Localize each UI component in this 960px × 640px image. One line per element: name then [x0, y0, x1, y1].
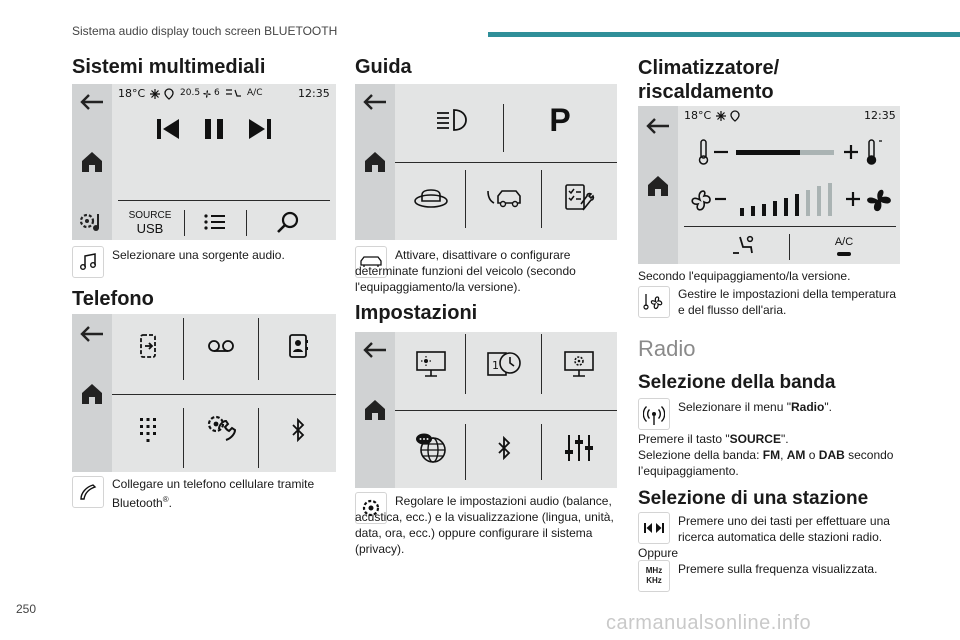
media-settings-icon[interactable]: [72, 208, 112, 234]
status-temp: 18°C: [118, 87, 146, 100]
divider: [395, 162, 617, 163]
status-fan-temp: 20.5: [180, 88, 201, 98]
source-button[interactable]: [118, 206, 182, 238]
fan-high-icon: [867, 190, 891, 211]
band-text: Selezione della banda:: [638, 448, 763, 462]
header-accent-bar: [488, 32, 960, 37]
screen-sidebar: [355, 332, 395, 488]
seek-icon: [638, 512, 670, 544]
band-comma: ,: [780, 448, 787, 462]
thermometer-low-icon: [700, 140, 708, 164]
divider: [246, 210, 247, 236]
press-end: ".: [780, 432, 789, 446]
band-am: AM: [786, 448, 806, 462]
display-settings-icon[interactable]: [543, 338, 615, 390]
band-menu-note: [678, 399, 904, 415]
divider: [465, 170, 466, 228]
fan-low-icon: [692, 191, 710, 210]
divider: [465, 424, 466, 480]
header-title: Sistema audio display touch screen BLUETOOTH: [72, 24, 338, 38]
band-end: secondo l’equipaggiamento.: [638, 448, 894, 478]
seat-airflow-icon: [730, 235, 756, 257]
parking-button[interactable]: [505, 92, 615, 148]
svg-text:1: 1: [492, 359, 499, 372]
mhz-label: MHz: [645, 566, 663, 575]
phone-screen: [72, 314, 336, 472]
driving-screen: [355, 84, 617, 240]
equalizer-icon[interactable]: [543, 420, 615, 476]
seat-airflow-button[interactable]: [698, 230, 788, 262]
back-arrow-icon[interactable]: [72, 324, 112, 344]
settings-note: Regolare le impostazioni audio (balance, acustica, ecc.) e la visualizzazione (lingua, unità, data, ora, ecc.) oppure configurare il sistema (privacy).: [355, 494, 614, 556]
radio-heading: Radio: [638, 336, 696, 361]
contacts-icon[interactable]: [259, 322, 336, 370]
seat-airflow-icon: [224, 88, 242, 100]
divider: [541, 424, 542, 480]
settings-heading: Impostazioni: [355, 302, 478, 324]
divider: [541, 334, 542, 394]
bluetooth-icon[interactable]: [467, 420, 541, 476]
car-side-icon[interactable]: [467, 172, 541, 224]
language-globe-icon[interactable]: [397, 420, 465, 476]
watermark: carmanualsonline.info: [606, 612, 812, 634]
band-menu-end: ".: [824, 400, 832, 414]
phone-note: [112, 476, 338, 511]
screen-sidebar: [355, 84, 395, 240]
list-icon[interactable]: [186, 206, 244, 238]
home-icon[interactable]: [72, 150, 112, 174]
divider: [684, 226, 896, 227]
station-oppure: Oppure: [638, 546, 679, 560]
call-log-icon[interactable]: [114, 322, 182, 370]
divider: [465, 334, 466, 394]
frequency-icon: [638, 560, 670, 592]
station-note-2: Premere sulla frequenza visualizzata.: [678, 562, 878, 576]
home-icon[interactable]: [638, 174, 678, 198]
display-brightness-icon[interactable]: [397, 338, 465, 390]
climate-version-note: Secondo l'equipaggiamento/la versione.: [638, 269, 851, 283]
car-top-icon[interactable]: [397, 172, 465, 224]
date-time-icon[interactable]: [467, 338, 541, 390]
status-ac: A/C: [247, 88, 263, 98]
ac-button[interactable]: [792, 230, 896, 262]
ac-indicator: [837, 252, 851, 256]
music-note-icon: [72, 246, 104, 278]
phone-note-end: .: [168, 496, 172, 510]
band-dab: DAB: [818, 448, 845, 462]
screen-sidebar: [638, 106, 678, 264]
climate-fan-icon: [638, 286, 670, 318]
home-icon[interactable]: [355, 150, 395, 174]
phone-settings-icon[interactable]: [184, 400, 258, 456]
source-label: SOURCE: [128, 210, 172, 221]
settings-screen: [355, 332, 617, 488]
press-text: Premere il tasto ": [638, 432, 730, 446]
home-icon[interactable]: [355, 398, 395, 422]
status-icons: [715, 110, 745, 122]
climate-screen: [638, 106, 900, 264]
parking-label: P: [549, 101, 571, 138]
fan-speed-control[interactable]: [688, 182, 898, 218]
status-time: 12:35: [864, 109, 896, 122]
screen-sidebar: [72, 314, 112, 472]
divider: [118, 200, 330, 201]
next-track-icon[interactable]: [242, 112, 278, 146]
status-time: 12:35: [298, 87, 330, 100]
home-icon[interactable]: [72, 382, 112, 406]
divider: [184, 210, 185, 236]
band-menu-text: Selezionare il menu ": [678, 400, 791, 414]
back-arrow-icon[interactable]: [355, 92, 395, 112]
khz-label: KHz: [646, 576, 662, 585]
climate-note: Gestire le impostazioni della temperatura e del flusso dell'aria.: [678, 287, 897, 317]
registered-mark: ®: [162, 495, 169, 504]
band-fm: FM: [762, 448, 781, 462]
voicemail-icon[interactable]: [184, 322, 258, 370]
divider: [789, 234, 790, 260]
ac-label: A/C: [834, 236, 854, 248]
band-press-note: [638, 431, 904, 479]
headlight-icon[interactable]: [401, 92, 501, 148]
multimedia-screen: [72, 84, 336, 240]
band-menu-bold: Radio: [791, 400, 825, 414]
radio-antenna-icon: [638, 398, 670, 430]
temperature-control[interactable]: [698, 138, 898, 166]
status-fan-speed: 6: [214, 88, 220, 98]
divider: [112, 394, 336, 395]
fan-icon: [201, 88, 213, 100]
keypad-icon[interactable]: [114, 406, 182, 454]
divider: [541, 170, 542, 228]
divider: [395, 410, 617, 411]
press-bold: SOURCE: [729, 432, 781, 446]
multimedia-heading: Sistemi multimediali: [72, 56, 266, 78]
checklist-wrench-icon[interactable]: [543, 172, 615, 224]
band-heading: Selezione della banda: [638, 372, 836, 393]
divider: [503, 104, 504, 152]
back-arrow-icon[interactable]: [638, 116, 678, 136]
search-icon[interactable]: [250, 206, 326, 238]
previous-track-icon[interactable]: [150, 112, 186, 146]
screen-sidebar: [72, 84, 112, 240]
back-arrow-icon[interactable]: [355, 340, 395, 360]
bluetooth-icon[interactable]: [259, 406, 336, 454]
station-note-1: Premere uno dei tasti per effettuare una ricerca automatica delle stazioni radio.: [678, 514, 890, 544]
multimedia-note: Selezionare una sorgente audio.: [112, 248, 285, 262]
status-icons: [149, 88, 179, 100]
pause-icon[interactable]: [196, 112, 232, 146]
page-number: 250: [16, 602, 37, 616]
back-arrow-icon[interactable]: [72, 92, 112, 112]
climate-heading: Climatizzatore/ riscaldamento: [638, 57, 780, 103]
band-o: o: [805, 448, 819, 462]
driving-heading: Guida: [355, 56, 412, 78]
phone-heading: Telefono: [72, 288, 154, 310]
station-heading: Selezione di una stazione: [638, 488, 869, 509]
driving-note: Attivare, disattivare o configurare determinate funzioni del veicolo (secondo l'equipaggiamento/la versione).: [355, 248, 576, 294]
phone-note-text: Collegare un telefono cellulare tramite Bluetooth: [112, 477, 315, 510]
status-temp: 18°C: [684, 109, 712, 122]
thermometer-high-icon: [868, 140, 883, 164]
source-value: USB: [136, 221, 164, 236]
phone-link-icon: [72, 476, 104, 508]
